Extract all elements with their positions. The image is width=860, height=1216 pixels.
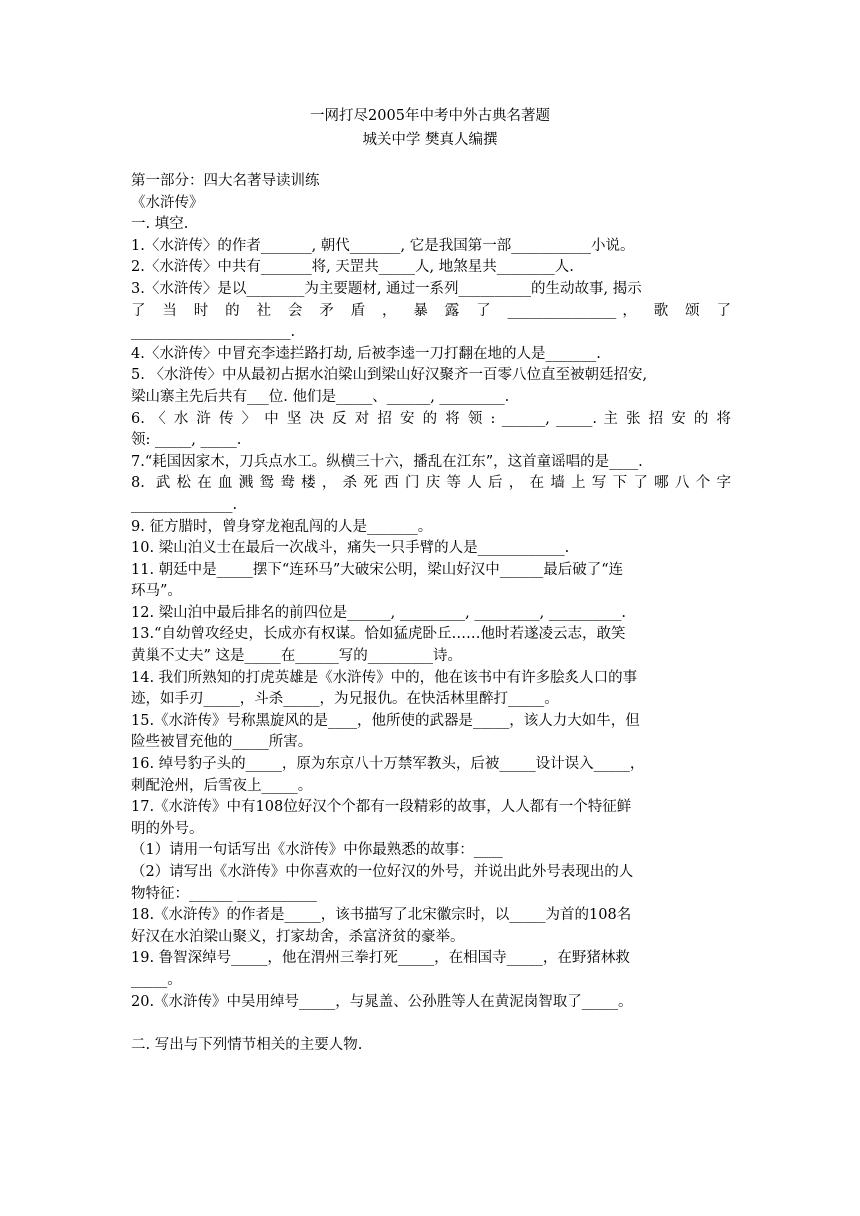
question-line: 20.《水浒传》中吴用绰号_____，与晁盖、公孙胜等人在黄泥岗智取了_____。	[131, 993, 633, 1010]
question-line: 17.《水浒传》中有108位好汉个个都有一段精彩的故事，人人都有一个特征鲜	[131, 799, 632, 816]
question-line: （1）请用一句话写出《水浒传》中你最熟悉的故事：____	[131, 842, 503, 859]
question-line: 11. 朝廷中是_____摆下“连环马”大破宋公明，梁山好汉中______最后破了“连	[131, 561, 624, 578]
question-line: 2.〈水浒传〉中共有_______将, 天罡共_____人, 地煞星共________人.	[131, 259, 574, 276]
question-line: 5. 〈水浒传〉中从最初占据水泊梁山到梁山好汉聚齐一百零八位直至被朝廷招安,	[131, 367, 648, 384]
question-line: 12. 梁山泊中最后排名的前四位是______, _________, _________, __________.	[131, 604, 626, 621]
question-line: 迹，如手刃_____，斗杀_____，为兄报仇。在快活林里醉打_____。	[131, 691, 559, 708]
question-line: 明的外号。	[131, 820, 204, 837]
content	[131, 171, 731, 1057]
title-block	[0, 104, 860, 152]
document-title: 一网打尽2005年中考中外古典名著题	[310, 108, 550, 124]
question-line: 4.〈水浒传〉中冒充李逵拦路打劫, 后被李逵一刀打翻在地的人是_______.	[131, 345, 601, 362]
question-line: 好汉在水泊梁山聚义，打家劫舍，杀富济贫的豪举。	[131, 928, 465, 945]
question-line: 9. 征方腊时，曾身穿龙袍乱闯的人是_______。	[131, 518, 433, 535]
question-line: 14. 我们所熟知的打虎英雄是《水浒传》中的，他在该书中有许多脍炙人口的事	[131, 669, 638, 686]
question-line: 梁山寨主先后共有___位. 他们是_____、______, _________.	[131, 388, 510, 405]
question-line: 物特征：______ ___________	[131, 885, 317, 902]
document-author: 城关中学 樊真人编撰	[362, 132, 498, 148]
question-line: （2）请写出《水浒传》中你喜欢的一位好汉的外号，并说出此外号表现出的人	[131, 864, 634, 880]
question-line: 险些被冒充他的_____所害。	[131, 734, 313, 751]
question-line: 18.《水浒传》的作者是_____，该书描写了北宋徽宗时，以_____为首的108名	[131, 907, 632, 924]
part1-heading: 一. 填空.	[131, 216, 189, 233]
book-title: 《水浒传》	[131, 194, 204, 211]
question-line: 19. 鲁智深绰号_____，他在渭州三拳打死_____，在相国寺_____，在野猪林救	[131, 950, 630, 967]
section-heading: 第一部分：四大名著导读训练	[131, 173, 320, 189]
question-line: 10. 梁山泊义士在最后一次战斗，痛失一只手臂的人是____________.	[131, 540, 570, 557]
question-line: 领: _____, _____.	[131, 432, 242, 449]
question-line: ______________.	[131, 496, 238, 513]
question-line: 了 当 时 的 社 会 矛 盾 ， 暴 露 了 _______________， 歌 颂 了	[131, 302, 731, 319]
question-line: 环马”。	[131, 583, 182, 600]
part2-heading: 二. 写出与下列情节相关的主要人物.	[131, 1037, 363, 1054]
section-gap	[131, 1013, 731, 1035]
question-line: 3.〈水浒传〉是以________为主要题材, 通过一系列__________的生动故事, 揭示	[131, 280, 642, 297]
question-line: 7.“耗国因家木，刀兵点水工。纵横三十六，播乱在江东”，这首童谣唱的是____.	[131, 453, 643, 470]
question-line: _____。	[131, 971, 182, 988]
question-line: 13.“自幼曾攻经史，长成亦有权谋。恰如猛虎卧丘……他时若遂凌云志，敢笑	[131, 626, 626, 643]
question-line: 15.《水浒传》号称黑旋风的是____，他所使的武器是_____，该人力大如牛，但	[131, 712, 640, 729]
question-line: 6. 〈 水 浒 传 〉 中 坚 决 反 对 招 安 的 将 领 : ______, _____. 主 张 招 安 的 将	[131, 410, 731, 427]
question-line: ______________________.	[131, 324, 296, 341]
question-line: 刺配沧州，后雪夜上_____。	[131, 777, 313, 794]
question-line: 黄巢不丈夫” 这是_____在______写的_________诗。	[131, 648, 463, 665]
question-line: 16. 绰号豹子头的_____，原为东京八十万禁军教头，后被_____设计误入_____，	[131, 756, 645, 773]
question-line: 1.〈水浒传〉的作者_______, 朝代_______, 它是我国第一部___________小说。	[131, 237, 635, 254]
question-line: 8. 武松在血溅鸳鸯楼，杀死西门庆等人后，在墙上写下了哪八个字	[131, 475, 731, 492]
